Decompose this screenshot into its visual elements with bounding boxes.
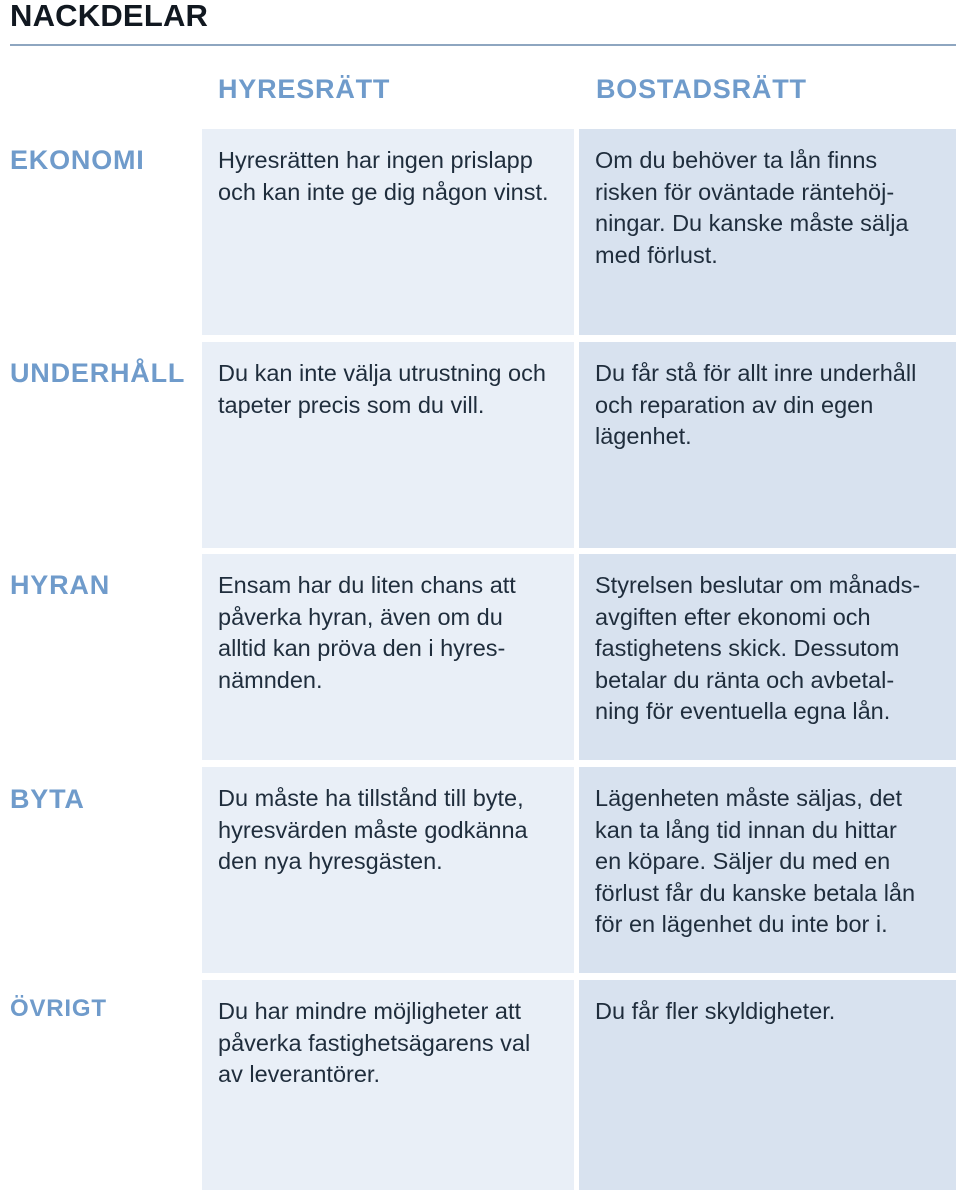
row-label-ekonomi: EKONOMI	[10, 145, 145, 175]
cell-byta-hyres	[202, 767, 574, 973]
cell-text-line: den nya hyresgästen.	[218, 848, 443, 874]
cell-text-line: kan ta lång tid innan du hittar	[595, 816, 897, 843]
cell-ovrigt-bostads	[579, 980, 956, 1190]
cell-text-line: Du får fler skyldigheter.	[595, 998, 836, 1024]
cell-hyran-hyres	[202, 554, 574, 760]
cell-text-line: av leverantörer.	[218, 1061, 380, 1087]
cell-text-line: Du måste ha tillstånd till byte,	[218, 785, 524, 811]
row-label-hyran: HYRAN	[10, 570, 111, 600]
cell-text-line: påverka fastighetsägarens val	[218, 1029, 531, 1056]
cell-text-line: tapeter precis som du vill.	[218, 391, 485, 418]
column-header-bostadsratt: BOSTADSRÄTT	[596, 74, 807, 104]
cell-text-line: Hyresrätten har ingen prislapp	[218, 147, 533, 173]
cell-text-line: fastighetens skick. Dessutom	[595, 635, 900, 661]
cell-text-line: för en lägenhet du inte bor i.	[595, 911, 888, 937]
cell-ovrigt-hyres	[202, 980, 574, 1190]
row-label-ovrigt: ÖVRIGT	[10, 995, 107, 1022]
cell-underhall-hyres	[202, 342, 574, 548]
row-label-underhall: UNDERHÅLL	[10, 358, 186, 388]
row-label-byta: BYTA	[10, 784, 85, 814]
cell-text-line: Du har mindre möjligheter att	[218, 998, 522, 1024]
cell-text-line: Du får stå för allt inre underhåll	[595, 360, 917, 386]
cell-underhall-bostads	[579, 342, 956, 548]
cell-hyran-bostads	[579, 554, 956, 760]
cell-text-line: Ensam har du liten chans att	[218, 572, 516, 598]
cell-text-line: och reparation av din egen	[595, 391, 874, 418]
cell-text-line: ningar. Du kanske måste sälja	[595, 210, 909, 236]
cell-text-line: avgiften efter ekonomi och	[595, 603, 871, 630]
cell-text-line: lägenhet.	[595, 423, 692, 449]
cell-text-line: Lägenheten måste säljas, det	[595, 785, 903, 811]
cell-text-line: förlust får du kanske betala lån	[595, 879, 916, 906]
cell-text-line: Styrelsen beslutar om månads-	[595, 572, 921, 598]
cell-text-line: ning för eventuella egna lån.	[595, 698, 891, 724]
cell-text-line: alltid kan pröva den i hyres-	[218, 635, 506, 661]
column-header-hyresratt: HYRESRÄTT	[218, 74, 391, 104]
cell-text-line: och kan inte ge dig någon vinst.	[218, 178, 549, 205]
title-divider	[10, 44, 956, 46]
cell-text-line: nämnden.	[218, 666, 323, 693]
cell-ekonomi-bostads	[579, 129, 956, 335]
cell-text-line: Om du behöver ta lån finns	[595, 147, 878, 173]
cell-text-line: hyresvärden måste godkänna	[218, 816, 528, 843]
cell-text-line: betalar du ränta och avbetal-	[595, 666, 895, 693]
cell-text-line: med förlust.	[595, 241, 718, 268]
cell-text-line: risken för oväntade räntehöj-	[595, 178, 895, 205]
cell-ekonomi-hyres	[202, 129, 574, 335]
cell-byta-bostads	[579, 767, 956, 973]
page-title: NACKDELAR	[10, 0, 209, 33]
cell-text-line: en köpare. Säljer du med en	[595, 848, 891, 874]
cell-text-line: påverka hyran, även om du	[218, 603, 503, 630]
cell-text-line: Du kan inte välja utrustning och	[218, 360, 546, 386]
